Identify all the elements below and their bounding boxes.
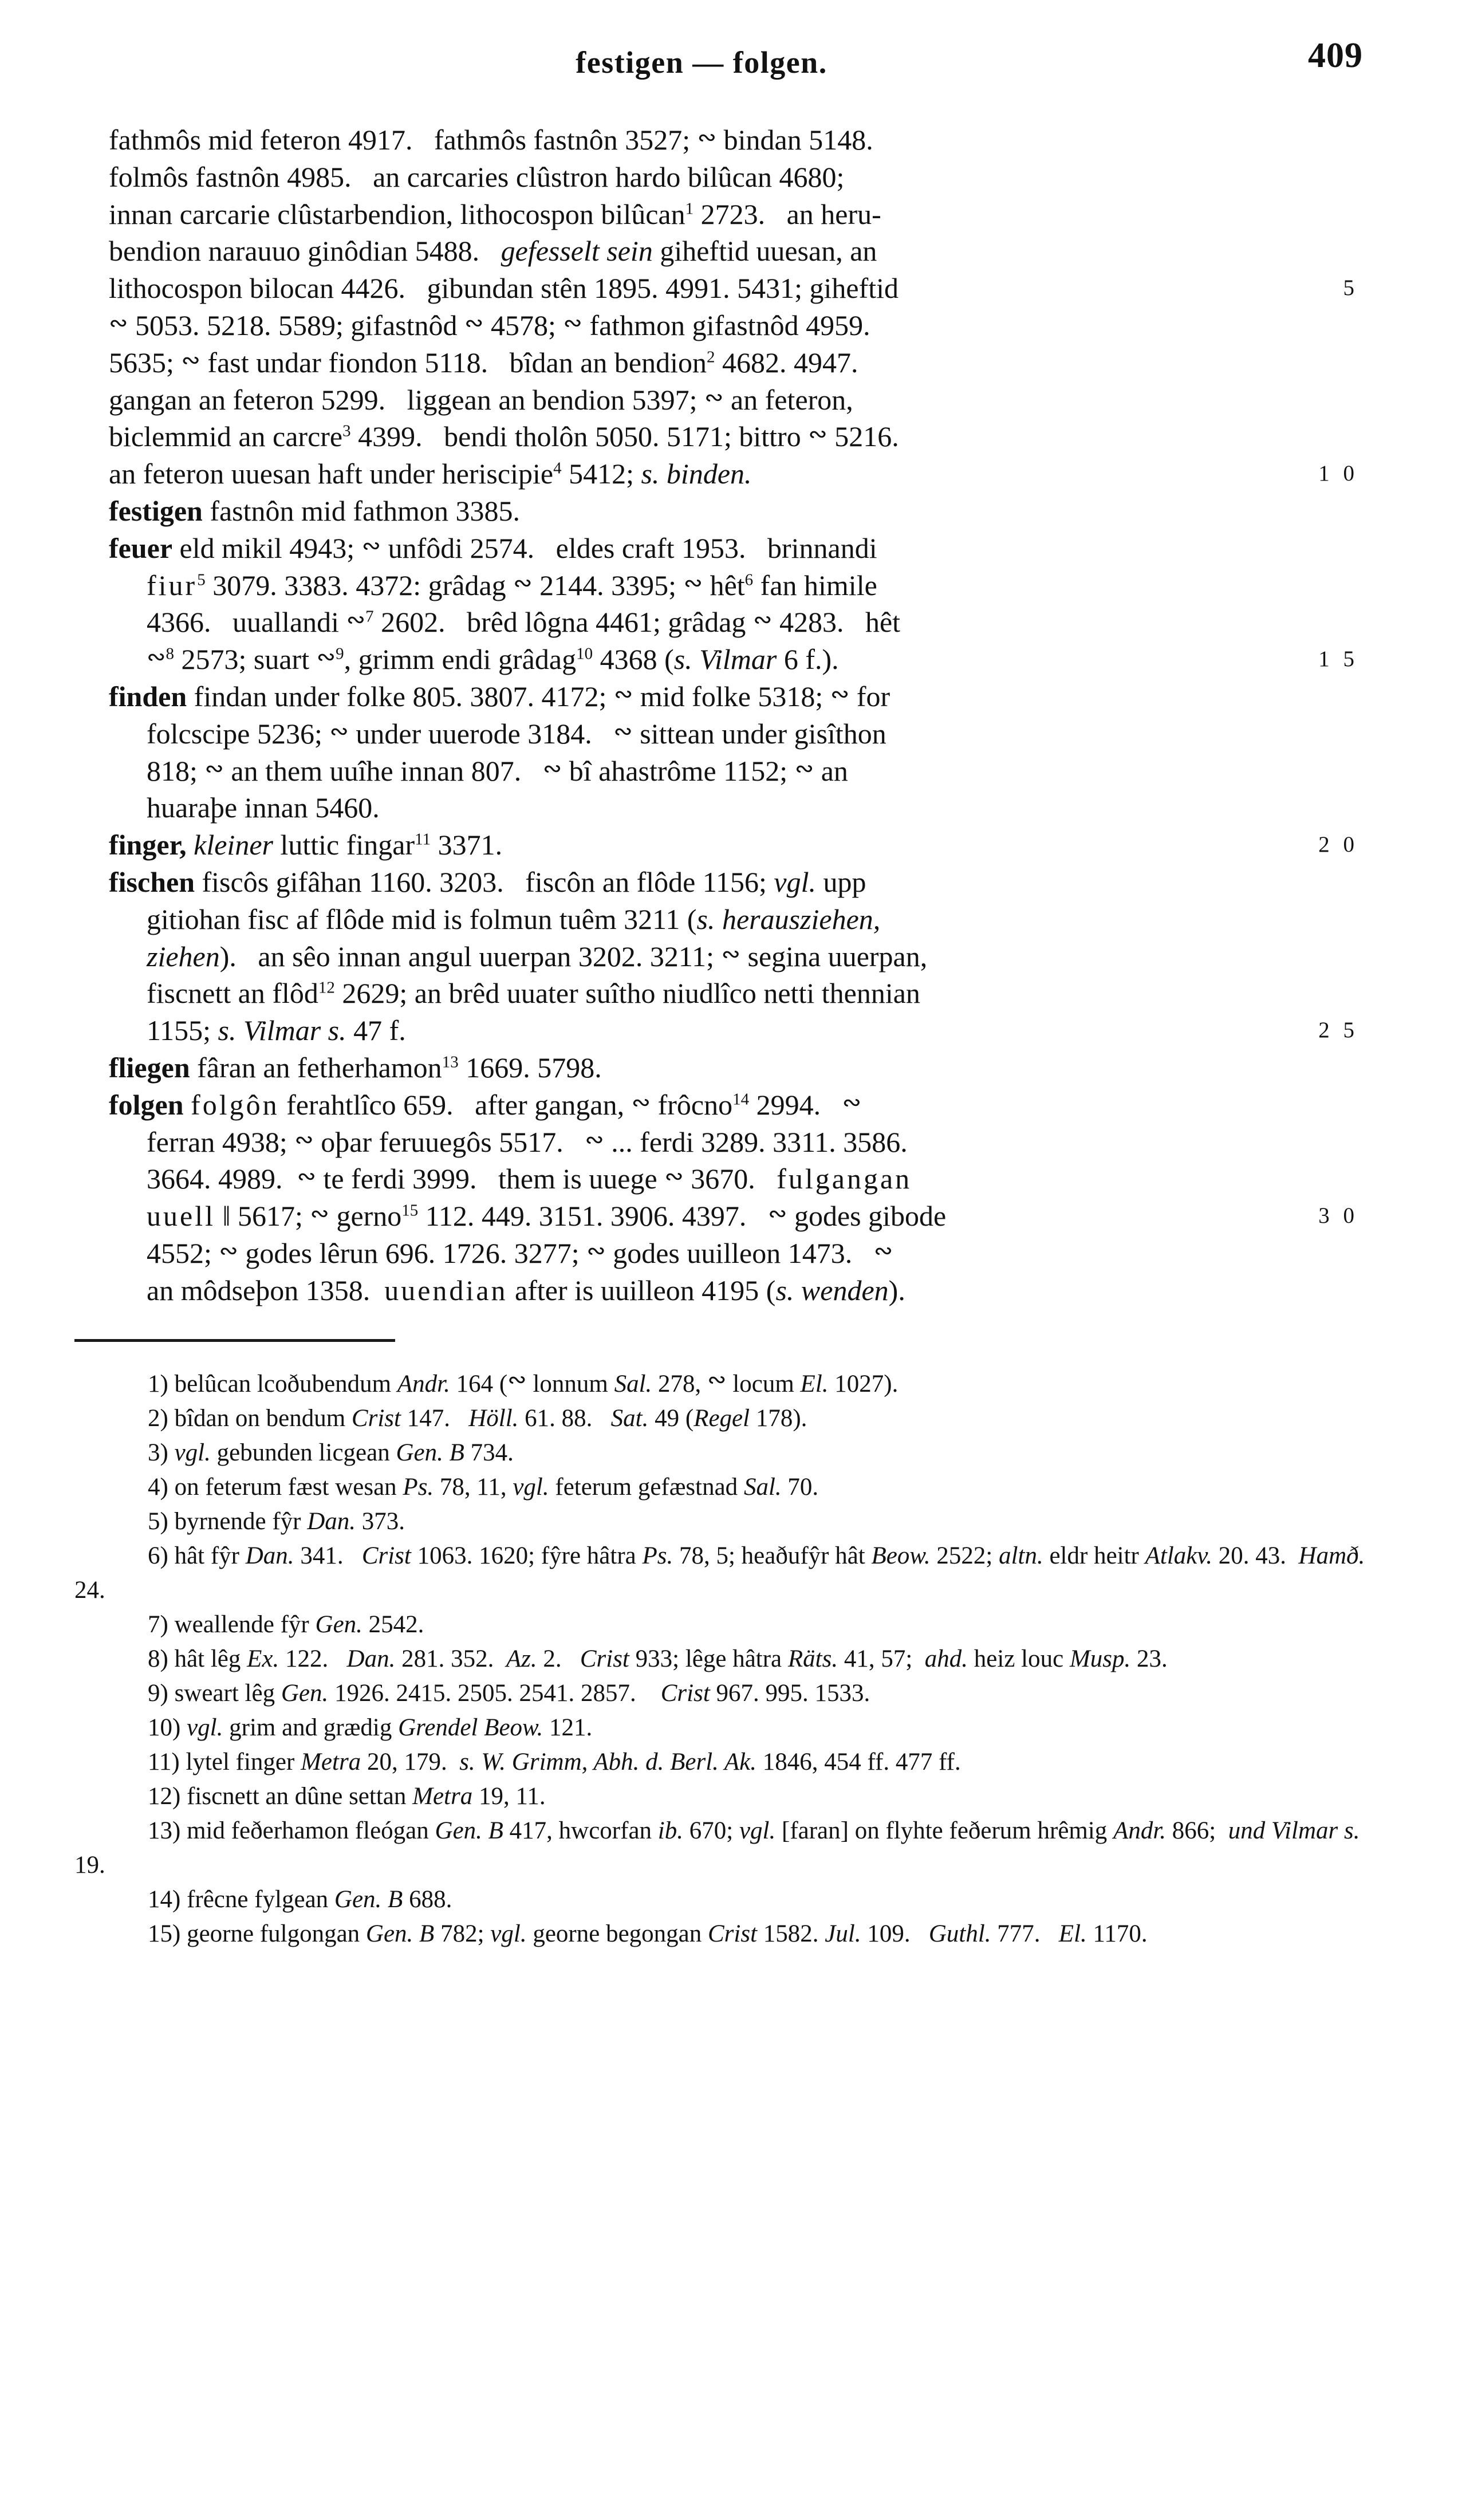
footnote-item: 3) vgl. gebunden licgean Gen. B 734. [148,1439,514,1466]
footnote-number: 1) [148,1370,168,1397]
footnote-number: 3) [148,1439,168,1466]
footnote-item: 9) sweart lêg Gen. 1926. 2415. 2505. 2541. 2857. Crist 967. 995. 1533. [148,1679,870,1707]
entry-line: fiscnett an flôd$^{12}$ 2629; an brêd uuater suîtho niudlîco netti thennian [147,977,920,1010]
headword-fliegen: fliegen [109,1051,190,1084]
footnote-ref-5[interactable]: 5 [197,570,206,589]
swung-dash-icon: ∾ [664,1163,684,1190]
swung-dash-icon: ∾ [147,644,166,671]
entry-fischen: fischen fiscôs gifâhan 1160. 3203. fiscôn an flôde 1156; vgl. upp [109,865,866,898]
entry-line: 1155; s. Vilmar s. 47 f. 2 5 [109,1012,1357,1049]
entry-feuer: feuer eld mikil 4943; ∾ unfôdi 2574. eldes craft 1953. brinnandi [109,531,877,564]
footnote-item: 6) hât fŷr Dan. 341. Crist 1063. 1620; fŷre hâtra Ps. 78, 5; heaðufŷr hât Beow. 2522; altn. eldr heitr Atlakv. 20. 43. Hamð. 24. [74,1542,1365,1604]
swung-dash-icon: ∾ [181,346,200,373]
swung-dash-icon: ∾ [697,124,717,151]
running-head [109,0,1363,86]
entry-line: 4552; ∾ godes lêrun 696. 1726. 3277; ∾ godes uuilleon 1473. ∾ [147,1237,893,1269]
cross-reference[interactable]: s. binden. [641,458,752,490]
entry-fliegen: fliegen fâran an fetherhamon$^{13}$ 1669. 5798. [109,1051,602,1084]
entry-line: folcscipe 5236; ∾ under uuerode 3184. ∾ sittean under gisîthon [147,717,886,750]
entry-line: bendion narauuo ginôdian 5488. gefesselt sein giheftid uuesan, an [109,235,877,267]
swung-dash-icon: ∾ [721,940,740,967]
swung-dash-icon: ∾ [346,607,366,633]
footnote-number: 7) [148,1611,168,1638]
swung-dash-icon: ∾ [310,1200,329,1227]
headword-festigen: festigen [109,494,203,527]
swung-dash-icon: ∾ [683,569,703,596]
swung-dash-icon: ∾ [294,1126,314,1153]
footnote-ref-4[interactable]: 4 [553,459,562,478]
gloss-italic: kleiner [194,829,273,861]
entry-line: 818; ∾ an them uuîhe innan 807. ∾ bî ahastrôme 1152; ∾ an [147,754,848,787]
line-number: 1 5 [1318,647,1358,672]
cross-reference[interactable]: s. wenden [775,1274,889,1306]
swung-dash-icon: ∾ [542,755,562,782]
footnote-ref-8[interactable]: 8 [165,644,175,663]
footnote-item: 14) frêcne fylgean Gen. B 688. [148,1885,452,1913]
entry-line: uuell ‖ 5617; ∾ gerno$^{15}$ 112. 449. 3151. 3906. 4397. ∾ godes gibode 3 0 [109,1198,1357,1235]
entry-finden: finden findan under folke 805. 3807. 4172; ∾ mid folke 5318; ∾ for [109,680,890,712]
footnote-item: 13) mid feðerhamon fleógan Gen. B 417, hwcorfan ib. 670; vgl. [faran] on flyhte feðerum hrêmig Andr. 866; und Vilmar s. 19. [74,1817,1360,1879]
entry-finger: finger, kleiner luttic fingar$^{11}$ 3371. 2 0 [109,826,1357,864]
swung-dash-icon: ∾ [631,1089,651,1116]
footnote-separator-rule [74,1339,395,1342]
footnote-ref-13[interactable]: 13 [442,1053,459,1072]
footnote-number: 2) [148,1404,168,1432]
swung-dash-icon: ∾ [808,421,827,448]
cross-reference[interactable]: ziehen [147,940,220,972]
entry-line: ∾$^8$ 2573; suart ∾$^9$, grimm endi grâdag$^{10}$ 4368 (s. Vilmar 6 f.). 1 5 [109,641,1357,678]
line-number: 1 0 [1318,461,1358,486]
swung-dash-icon: ∾ [613,718,633,745]
entry-line: huaraþe innan 5460. [147,792,380,824]
entry-line: biclemmid an carcre$^3$ 4399. bendi tholôn 5050. 5171; bittro ∾ 5216. [109,420,899,453]
swung-dash-icon: ∾ [507,1366,527,1393]
swung-dash-icon: ∾ [204,755,224,782]
swung-dash-icon: ∾ [219,1237,238,1264]
entry-column [109,121,1357,1309]
footnote-item: 1) belûcan lcoðubendum Andr. 164 (∾ lonnum Sal. 278, ∾ locum El. 1027). [148,1366,898,1397]
headword-fischen: fischen [109,865,195,898]
swung-dash-icon: ∾ [767,1200,787,1227]
gloss-italic: gefesselt sein [501,235,653,267]
swung-dash-icon: ∾ [316,644,336,671]
entry-line: an feteron uuesan haft under heriscipie$^4$ 5412; s. binden. 1 0 [109,455,1357,493]
footnote-list [74,1367,1392,1951]
footnote-ref-7[interactable]: 7 [365,607,374,626]
headword-feuer: feuer [109,531,173,564]
headword-finden: finden [109,680,187,712]
entry-line: 5635; ∾ fast undar fiondon 5118. bîdan an bendion$^2$ 4682. 4947. [109,346,858,379]
line-number: 3 0 [1318,1203,1358,1228]
entry-line: lithocospon bilocan 4426. gibundan stên 1895. 4991. 5431; giheftid 5 [109,270,1357,307]
swung-dash-icon: ∾ [752,607,773,633]
footnote-item: 11) lytel finger Metra 20, 179. s. W. Grimm, Abh. d. Berl. Ak. 1846, 454 ff. 477 ff. [148,1748,961,1775]
footnote-item: 5) byrnende fŷr Dan. 373. [148,1507,405,1535]
footnote-item: 12) fiscnett an dûne settan Metra 19, 11. [148,1782,546,1810]
footnote-item: 8) hât lêg Ex. 122. Dan. 281. 352. Az. 2. Crist 933; lêge hâtra Räts. 41, 57; ahd. heiz louc Musp. 23. [148,1645,1168,1672]
entry-line: folmôs fastnôn 4985. an carcaries clûstron hardo bilûcan 4680; [109,160,845,193]
footnote-number: 12) [148,1782,181,1810]
swung-dash-icon: ∾ [297,1163,317,1190]
swung-dash-icon: ∾ [109,309,128,336]
line-number: 2 5 [1318,1018,1358,1043]
footnote-ref-6[interactable]: 6 [744,570,754,589]
footnote-item: 2) bîdan on bendum Crist 147. Höll. 61. 88. Sat. 49 (Regel 178). [148,1404,807,1432]
footnote-ref-9[interactable]: 9 [336,644,344,663]
line-number: 2 0 [1318,832,1358,857]
footnote-number: 10) [148,1714,181,1741]
swung-dash-icon: ∾ [704,384,724,411]
cross-reference[interactable]: s. Vilmar [673,643,777,676]
footnote-number: 9) [148,1679,168,1707]
footnote-number: 11) [148,1748,180,1775]
entry-line: gangan an feteron 5299. liggean an bendion 5397; ∾ an feteron, [109,383,853,416]
headword-finger: finger, [109,829,187,861]
swung-dash-icon: ∾ [563,309,582,336]
swung-dash-icon: ∾ [586,1237,606,1264]
footnote-number: 5) [148,1507,168,1535]
swung-dash-icon: ∾ [842,1089,862,1116]
entry-line: innan carcarie clûstarbendion, lithocospon bilûcan$^1$ 2723. an heru- [109,198,881,230]
page-title: festigen — folgen. [576,45,827,80]
line-number: 5 [1343,275,1358,301]
footnote-item: 7) weallende fŷr Gen. 2542. [148,1611,424,1638]
footnote-ref-3[interactable]: 3 [342,422,351,440]
swung-dash-icon: ∾ [585,1126,604,1153]
headword-folgen: folgen [109,1088,184,1121]
entry-line: ferran 4938; ∾ oþar feruuegôs 5517. ∾ ... ferdi 3289. 3311. 3586. [147,1125,908,1158]
footnote-item: 4) on feterum fæst wesan Ps. 78, 11, vgl. feterum gefæstnad Sal. 70. [148,1473,819,1501]
footnote-ref-2[interactable]: 2 [707,348,715,367]
entry-line: gitiohan fisc af flôde mid is folmun tuêm 3211 (s. herausziehen, [147,903,881,935]
footnote-number: 6) [148,1542,168,1569]
footnote-number: 8) [148,1645,168,1672]
gloss-italic: vgl. [774,865,816,898]
footnote-ref-12[interactable]: 12 [318,978,335,997]
entry-line: fiur$^5$ 3079. 3383. 4372: grâdag ∾ 2144. 3395; ∾ hêt$^6$ fan himile [147,569,877,601]
footnote-ref-10[interactable]: 10 [576,644,593,663]
footnote-ref-1[interactable]: 1 [685,199,694,218]
entry-festigen: festigen fastnôn mid fathmon 3385. [109,494,520,527]
entry-line: an môdseþon 1358. uuendian after is uuilleon 4195 (s. wenden). [147,1274,905,1306]
footnote-item: 15) georne fulgongan Gen. B 782; vgl. georne begongan Crist 1582. Jul. 109. Guthl. 777. El. 1170. [148,1920,1148,1947]
entry-line: fathmôs mid feteron 4917. fathmôs fastnôn 3527; ∾ bindan 5148. [109,124,873,156]
swung-dash-icon: ∾ [707,1366,727,1393]
footnote-number: 4) [148,1473,168,1501]
entry-line: 3664. 4989. ∾ te ferdi 3999. them is uuege ∾ 3670. fulgangan [147,1163,912,1195]
entry-folgen: folgen folgôn ferahtlîco 659. after gangan, ∾ frôcno$^{14}$ 2994. ∾ [109,1088,862,1121]
entry-line: 4366. uuallandi ∾$^7$ 2602. brêd lôgna 4461; grâdag ∾ 4283. hêt [147,606,901,639]
swung-dash-icon: ∾ [361,532,381,559]
footnote-item: 10) vgl. grim and grædig Grendel Beow. 121. [148,1714,593,1741]
cross-reference[interactable]: s. Vilmar s. [218,1014,346,1047]
footnote-number: 14) [148,1885,181,1913]
footnote-ref-11[interactable]: 11 [415,830,431,849]
footnote-ref-15[interactable]: 15 [401,1201,419,1220]
footnote-ref-14[interactable]: 14 [732,1090,750,1109]
footnote-number: 13) [148,1817,181,1844]
folio-number: 409 [1308,36,1363,75]
swung-dash-icon: ∾ [513,569,533,596]
cross-reference[interactable]: s. herausziehen, [696,903,881,935]
swung-dash-icon: ∾ [464,309,484,336]
entry-line: ∾ 5053. 5218. 5589; gifastnôd ∾ 4578; ∾ fathmon gifastnôd 4959. [109,309,870,341]
footnote-number: 15) [148,1920,181,1947]
swung-dash-icon: ∾ [329,718,349,745]
swung-dash-icon: ∾ [613,680,633,707]
swung-dash-icon: ∾ [873,1237,893,1264]
entry-line: ziehen). an sêo innan angul uuerpan 3202. 3211; ∾ segina uuerpan, [147,940,928,972]
swung-dash-icon: ∾ [830,680,850,707]
swung-dash-icon: ∾ [794,755,814,782]
